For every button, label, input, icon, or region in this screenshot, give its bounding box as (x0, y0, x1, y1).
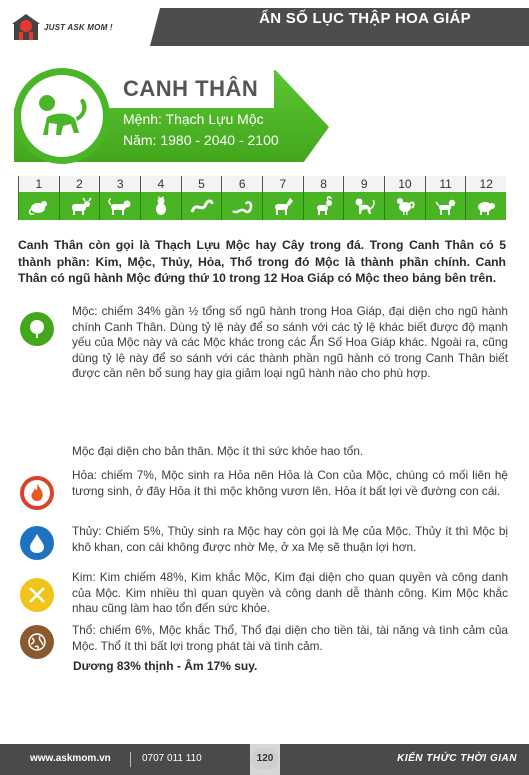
monkey-icon (343, 192, 384, 220)
rat-icon (18, 192, 59, 220)
header-title: ẨN SỐ LỤC THẬP HOA GIÁP (259, 10, 471, 27)
rooster-icon (384, 192, 425, 220)
page-footer (0, 744, 529, 775)
fire-icon (20, 476, 54, 510)
zodiac-number: 7 (262, 176, 303, 192)
footer-phone[interactable]: 0707 011 110 (142, 753, 202, 764)
intro-paragraph: Canh Thân còn gọi là Thạch Lựu Mộc hay Cây trong đá. Trong Canh Thân có 5 thành phần: Kim, Mộc, Thủy, Hỏa, Thổ trong đó Mộc là thành phần chính. Canh Thân có ngũ hành Mộc đứng thứ 10 trong 12 Hoa Giáp có Mộc theo bảng bên trên. (18, 238, 506, 285)
logo-mark-icon (12, 12, 40, 42)
zodiac-numbers (18, 176, 506, 192)
zodiac-number: 8 (303, 176, 344, 192)
snake-icon (221, 192, 262, 220)
element-kim-text: Kim: Kim chiếm 48%, Kim khắc Mộc, Kim đại diện cho quan quyền và công danh của Mộc. Kim nhiều thì quan quyền và công danh dễ thành công. Kim Mộc khắc nhau cũng làm hao tổn đến sức khỏe. (72, 570, 508, 615)
page-header (0, 0, 529, 62)
zodiac-number: 1 (18, 176, 59, 192)
zodiac-number: 10 (384, 176, 425, 192)
pig-icon (465, 192, 506, 220)
crossed-swords-icon (20, 578, 54, 612)
menh-line: Mệnh: Thạch Lựu Mộc (123, 111, 264, 127)
element-tho-text: Thổ: chiếm 6%, Mộc khắc Thổ, Thổ đại diện cho tiền tài, tài năng và tình cảm của Mộc. Thổ ít thì bất lợi trong phát tài và tình cảm. (72, 623, 508, 653)
zodiac-number: 12 (465, 176, 506, 192)
conclusion: Dương 83% thịnh - Âm 17% suy. (73, 659, 258, 673)
zodiac-number: 4 (140, 176, 181, 192)
year-line: Năm: 1980 - 2040 - 2100 (123, 132, 279, 148)
zodiac-number: 6 (221, 176, 262, 192)
horse-icon (262, 192, 303, 220)
monkey-icon (14, 68, 110, 164)
tiger-icon (99, 192, 140, 220)
buffalo-icon (59, 192, 100, 220)
element-thuy-text: Thủy: Chiếm 5%, Thủy sinh ra Mộc hay còn gọi là Mẹ của Mộc. Thủy ít thì Mộc bị khô khan, con cái không được nhờ Mẹ, ở xa Mẹ sẽ thuận lợi hơn. (72, 524, 508, 554)
footer-tag: KIẾN THỨC THỜI GIAN (397, 753, 517, 764)
brand-logo (12, 12, 113, 42)
element-hoa-text: Hỏa: chiếm 7%, Mộc sinh ra Hỏa nên Hỏa là Con của Mộc, chúng có mối liên hệ tương sinh, ở đây Hỏa ít thì mộc không vươn lên. Hỏa ít bất lợi về đường con cái. (72, 468, 508, 498)
element-moc-text: Mộc: chiếm 34% gần ½ tổng số ngũ hành trong Hoa Giáp, đại diện cho ngũ hành chính Canh Thân. Dùng tỷ lệ này để so sánh với các tỷ lệ khác biết được độ mạnh yếu của Mộc này và các Mộc khác trong các Ẩn Số Hoa Giáp khác. Ngoài ra, cũng dùng tỷ lệ này để so sánh với các thành phần ngũ hành có trong Canh Thân biết được cần nên bổ sung hay gia giảm loại ngũ hành nào cho phù hợp. (72, 304, 508, 380)
cat-icon (140, 192, 181, 220)
earth-icon (20, 625, 54, 659)
title-band (0, 64, 529, 164)
footer-divider (130, 752, 131, 767)
tree-icon (20, 312, 54, 346)
zodiac-icons (18, 192, 506, 220)
zodiac-number: 11 (425, 176, 466, 192)
dragon-icon (181, 192, 222, 220)
zodiac-number: 2 (59, 176, 100, 192)
brand-name: JUST ASK MOM ! (44, 22, 113, 32)
element-moc-note: Mộc đại diện cho bản thân. Mộc ít thì sức khỏe hao tổn. (72, 444, 364, 458)
zodiac-number: 9 (343, 176, 384, 192)
zodiac-number: 3 (99, 176, 140, 192)
footer-site[interactable]: www.askmom.vn (30, 753, 111, 764)
goat-icon (303, 192, 344, 220)
water-drop-icon (20, 526, 54, 560)
page-title: CANH THÂN (123, 76, 259, 101)
dog-icon (425, 192, 466, 220)
zodiac-number: 5 (181, 176, 222, 192)
zodiac-strip (18, 176, 506, 222)
page-number: 120 (251, 748, 279, 770)
